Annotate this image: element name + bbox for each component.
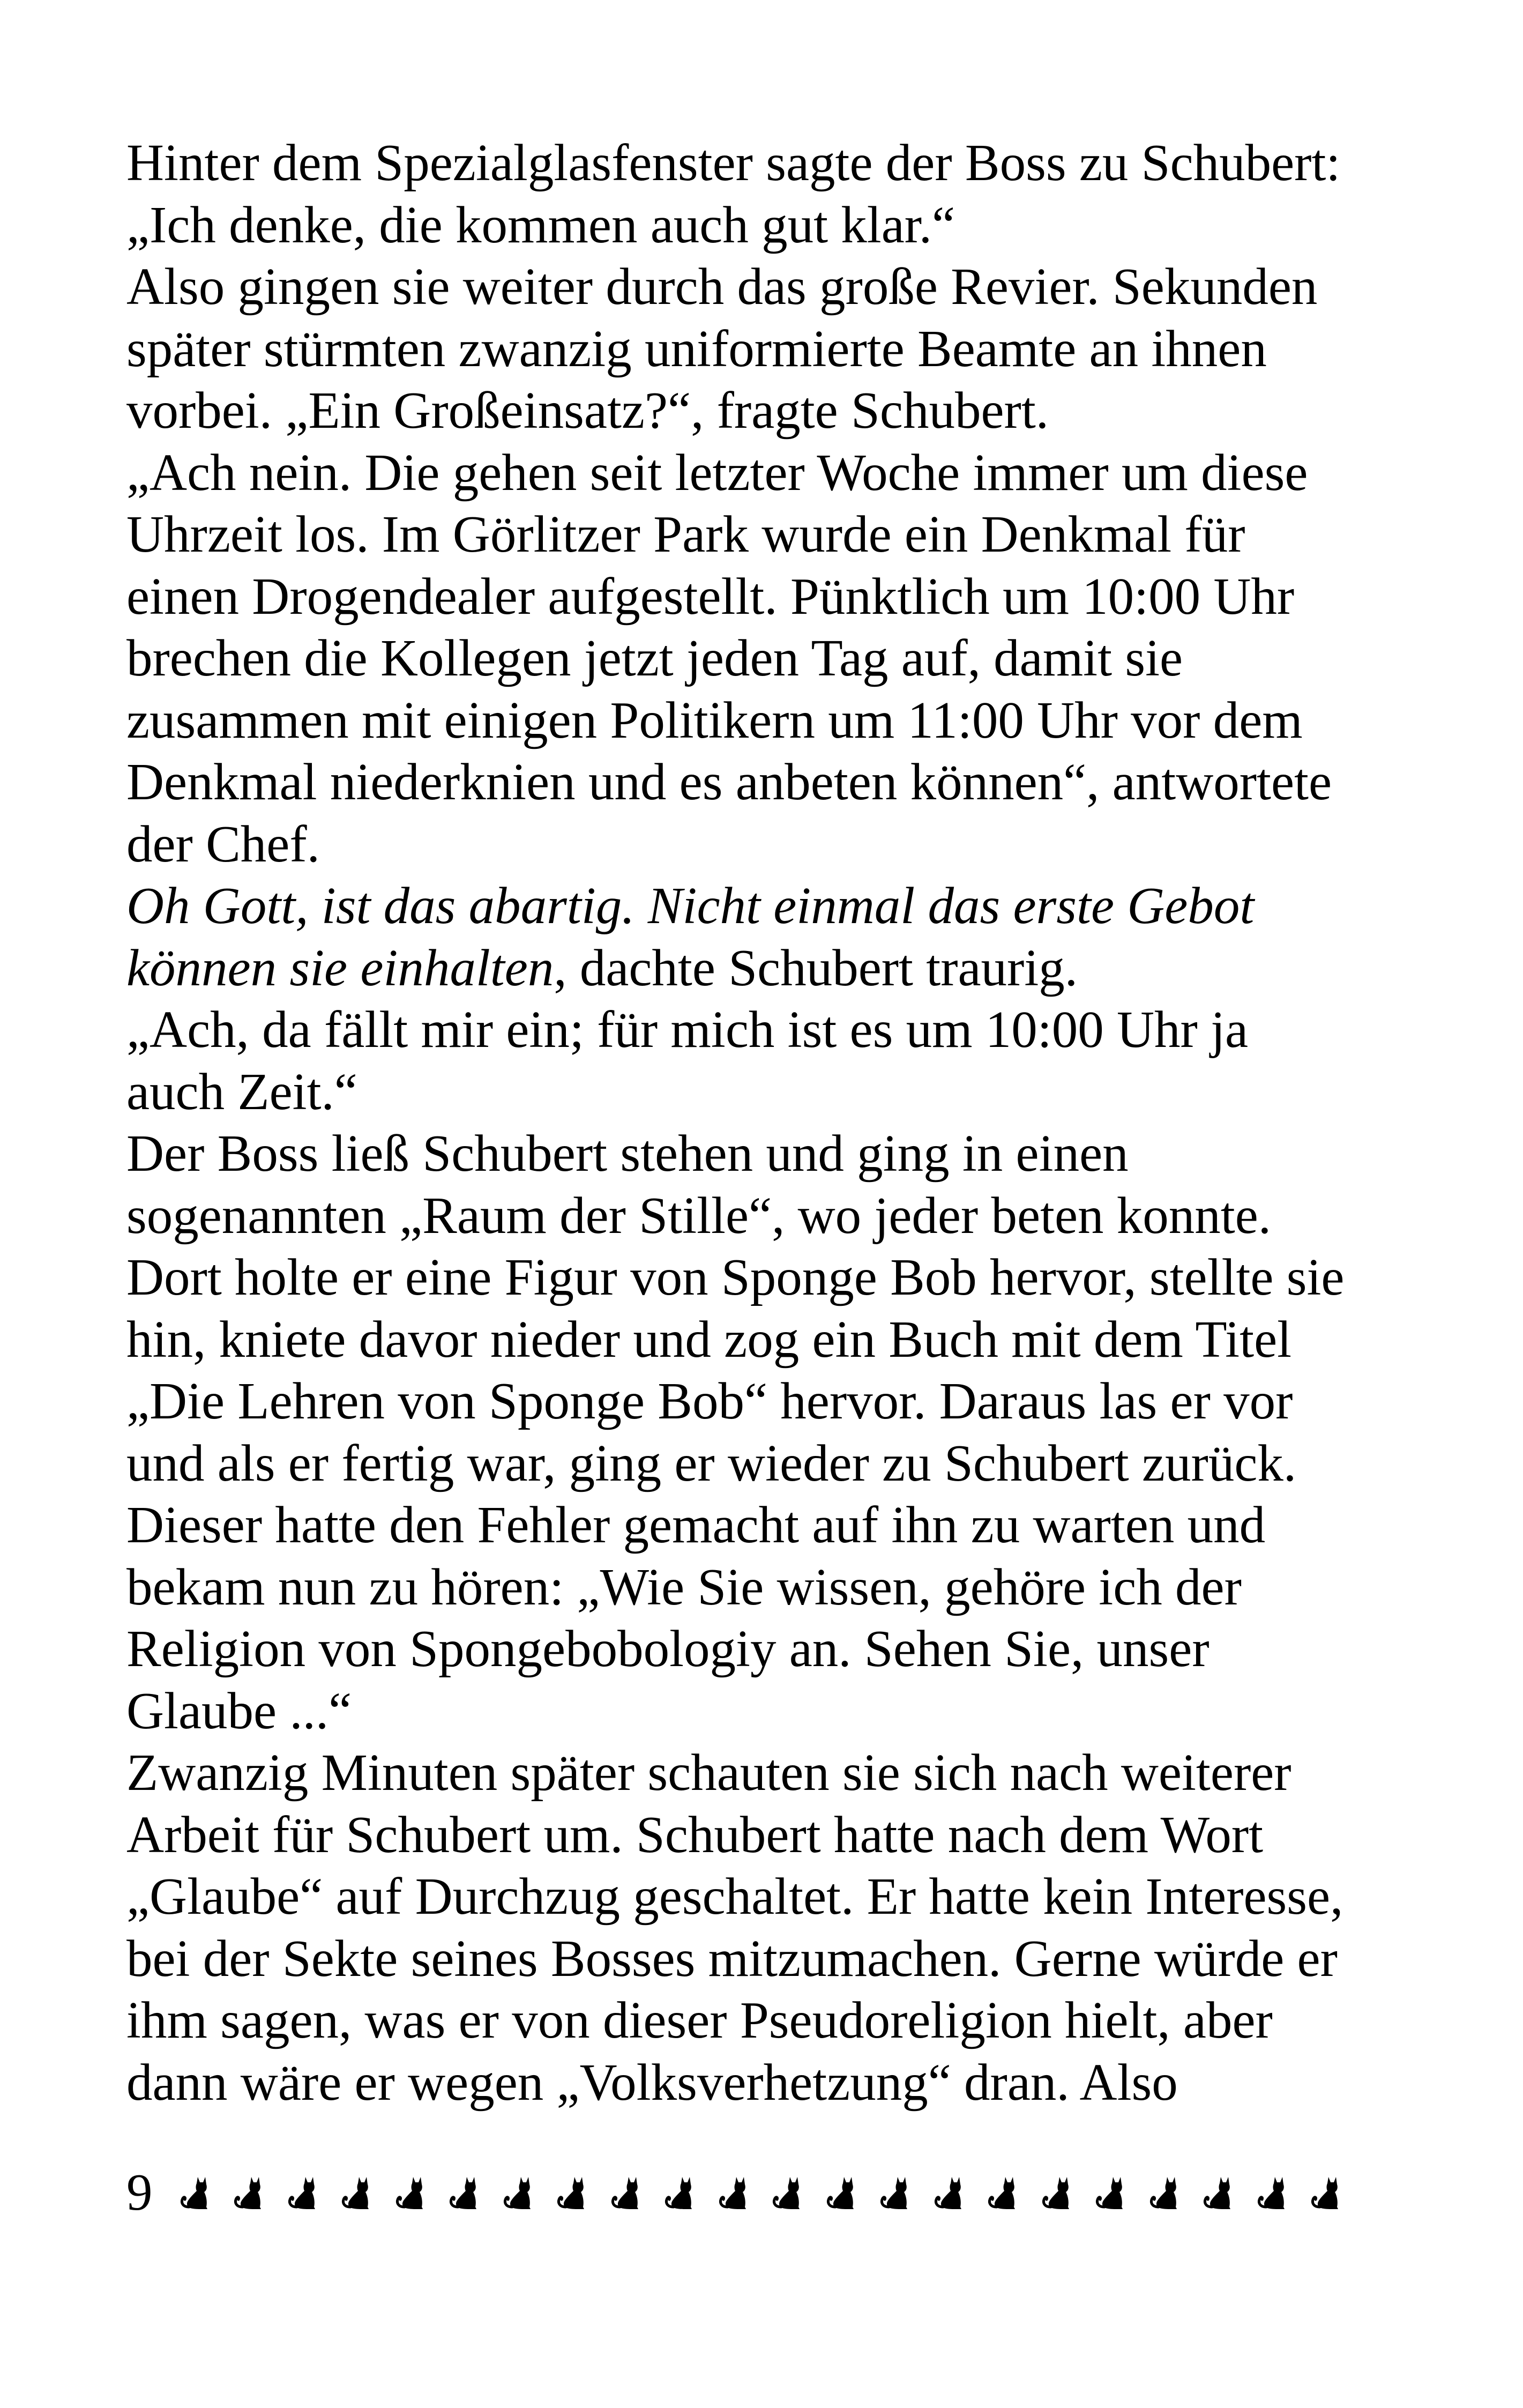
cat-silhouette-icon: [824, 2174, 857, 2211]
text-line: Dort holte er eine Figur von Sponge Bob hervor, stellte sie: [126, 1248, 1345, 1306]
text-line: „Ich denke, die kommen auch gut klar.“: [126, 196, 955, 254]
text-line: dann wäre er wegen „Volksverhetzung“ dran. Also: [126, 2053, 1178, 2111]
cat-silhouette-icon: [1039, 2174, 1072, 2211]
cat-silhouette-icon: [339, 2174, 372, 2211]
text-line: einen Drogendealer aufgestellt. Pünktlich um 10:00 Uhr: [126, 567, 1295, 625]
text-line: ihm sagen, was er von dieser Pseudoreligion hielt, aber: [126, 1991, 1273, 2049]
text-line: Der Boss ließ Schubert stehen und ging in einen: [126, 1125, 1129, 1182]
text-line: „Die Lehren von Sponge Bob“ hervor. Daraus las er vor: [126, 1372, 1293, 1430]
cat-silhouette-icon: [1255, 2174, 1288, 2211]
cat-silhouette-icon: [1093, 2174, 1126, 2211]
cat-ornament-row: [177, 2174, 1342, 2211]
text-line: [126, 875, 1423, 937]
cat-silhouette-icon: [1200, 2174, 1234, 2211]
cat-silhouette-icon: [393, 2174, 426, 2211]
cat-silhouette-icon: [877, 2174, 910, 2211]
text-line: und als er fertig war, ging er wieder zu Schubert zurück.: [126, 1434, 1297, 1492]
page-footer: [126, 2163, 1341, 2222]
text-line: Also gingen sie weiter durch das große Revier. Sekunden: [126, 258, 1318, 315]
cat-silhouette-icon: [1147, 2174, 1180, 2211]
text-line: auch Zeit.“: [126, 1062, 357, 1120]
italic-thought: können sie einhalten: [126, 939, 554, 997]
text-line: vorbei. „Ein Großeinsatz?“, fragte Schubert.: [126, 382, 1049, 439]
text-line: Hinter dem Spezialglasfenster sagte der Boss zu Schubert:: [126, 134, 1341, 191]
text-line: Arbeit für Schubert um. Schubert hatte nach dem Wort: [126, 1805, 1264, 1863]
italic-thought: Oh Gott, ist das abartig. Nicht einmal das erste Gebot: [126, 877, 1255, 934]
cat-silhouette-icon: [231, 2174, 264, 2211]
text-line: sogenannten „Raum der Stille“, wo jeder beten konnte.: [126, 1186, 1272, 1244]
text-line: bei der Sekte seines Bosses mitzumachen. Gerne würde er: [126, 1929, 1338, 1987]
text-line: Religion von Spongebobologiy an. Sehen Sie, unser: [126, 1620, 1210, 1677]
text-line: später stürmten zwanzig uniformierte Beamte an ihnen: [126, 319, 1267, 377]
cat-silhouette-icon: [177, 2174, 211, 2211]
page-number: 9: [126, 2164, 153, 2221]
cat-silhouette-icon: [501, 2174, 534, 2211]
cat-silhouette-icon: [662, 2174, 695, 2211]
text-line: Dieser hatte den Fehler gemacht auf ihn zu warten und: [126, 1496, 1266, 1554]
text-line: Denkmal niederknien und es anbeten können“, antwortete: [126, 753, 1332, 811]
text-line: bekam nun zu hören: „Wie Sie wissen, gehöre ich der: [126, 1558, 1242, 1616]
text-line: Glaube ...“: [126, 1682, 352, 1740]
text-line: können sie einhalten, dachte Schubert traurig.: [126, 939, 1078, 997]
text-line: hin, kniete davor nieder und zog ein Buch mit dem Titel: [126, 1310, 1292, 1368]
cat-silhouette-icon: [446, 2174, 480, 2211]
text-line: brechen die Kollegen jetzt jeden Tag auf, damit sie: [126, 629, 1183, 687]
text-line: zusammen mit einigen Politikern um 11:00 Uhr vor dem: [126, 691, 1303, 749]
text-line: „Ach, da fällt mir ein; für mich ist es um 10:00 Uhr ja: [126, 1001, 1249, 1058]
cat-silhouette-icon: [931, 2174, 965, 2211]
cat-silhouette-icon: [985, 2174, 1018, 2211]
cat-silhouette-icon: [716, 2174, 749, 2211]
cat-silhouette-icon: [608, 2174, 641, 2211]
body-text: [126, 132, 1423, 2113]
cat-silhouette-icon: [770, 2174, 803, 2211]
text-line: Uhrzeit los. Im Görlitzer Park wurde ein Denkmal für: [126, 506, 1245, 563]
cat-silhouette-icon: [285, 2174, 318, 2211]
text-line: der Chef.: [126, 815, 320, 873]
cat-silhouette-icon: [1308, 2174, 1341, 2211]
cat-silhouette-icon: [554, 2174, 587, 2211]
text-line: Zwanzig Minuten später schauten sie sich nach weiterer: [126, 1744, 1291, 1801]
text-line: „Ach nein. Die gehen seit letzter Woche immer um diese: [126, 443, 1308, 501]
text-line: „Glaube“ auf Durchzug geschaltet. Er hatte kein Interesse,: [126, 1868, 1343, 1925]
